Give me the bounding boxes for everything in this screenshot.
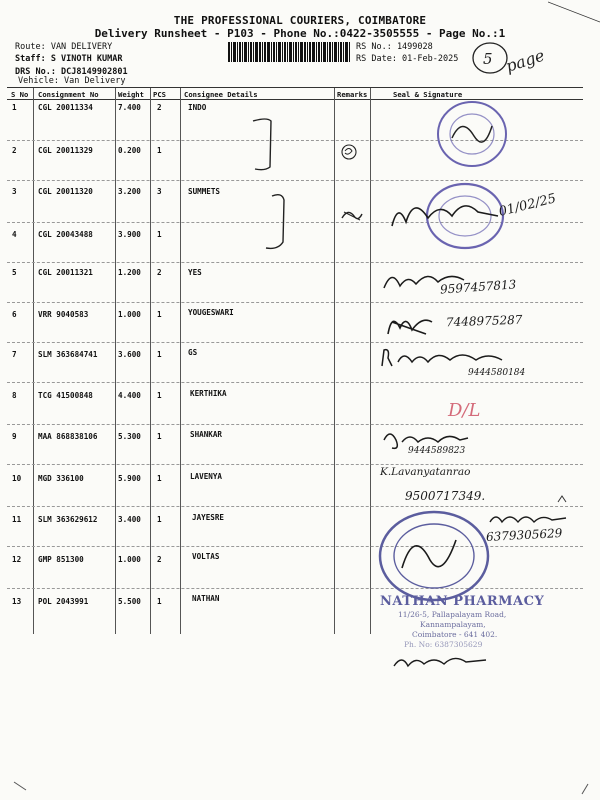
- row-consignee: JAYESRE: [192, 513, 225, 522]
- row-separator: [7, 464, 583, 465]
- row-sno: 10: [12, 474, 22, 483]
- row-consignee: INDO: [188, 103, 207, 112]
- phone-row5: 9597457813: [439, 277, 517, 297]
- row-consignee: YES: [188, 268, 202, 277]
- row-pcs: 2: [157, 103, 162, 112]
- svg-text:page: page: [503, 45, 547, 76]
- row-separator: [7, 180, 583, 181]
- row-separator: [7, 262, 583, 263]
- row-sno: 12: [12, 555, 22, 564]
- signature-row6: [382, 308, 438, 342]
- pharmacy-address-line: Coimbatore - 641 402.: [412, 630, 498, 639]
- row-pcs: 2: [157, 268, 162, 277]
- row-consignee: GS: [188, 348, 198, 357]
- signature-row3: [388, 182, 568, 242]
- row-sno: 6: [12, 310, 17, 319]
- row-sno: 2: [12, 146, 17, 155]
- col-header-pcs: PCS: [153, 90, 166, 99]
- signature-row13: [390, 650, 500, 674]
- row-weight: 1.000: [118, 310, 141, 319]
- row-consignment: SLM 363629612: [38, 515, 98, 524]
- row-weight: 7.400: [118, 103, 141, 112]
- row-consignment: CGL 20043488: [38, 230, 93, 239]
- row-consignment: MAA 868838106: [38, 432, 98, 441]
- col-divider: [150, 88, 151, 634]
- seal-stamp: [432, 96, 514, 172]
- row-sno: 5: [12, 268, 17, 277]
- corner-mark: [578, 782, 592, 796]
- phone-row6: 7448975287: [445, 312, 523, 330]
- row-consignment: SLM 363684741: [38, 350, 98, 359]
- col-header-sno: S No: [11, 90, 29, 99]
- row-consignee: VOLTAS: [192, 552, 220, 561]
- row-sno: 13: [12, 597, 22, 606]
- runsheet-subtitle: Delivery Runsheet - P103 - Phone No.:0422-3505555 - Page No.:1: [94, 27, 506, 40]
- route-label: Route: VAN DELIVERY: [15, 42, 113, 52]
- row-consignment: CGL 20011320: [38, 187, 93, 196]
- folded-corner: [548, 0, 600, 24]
- row-pcs: 1: [157, 432, 162, 441]
- row-weight: 3.200: [118, 187, 141, 196]
- row-separator: [7, 302, 583, 303]
- rs-number: RS No.: 1499028: [356, 42, 433, 52]
- col-divider: [370, 88, 371, 634]
- row-consignment: TCG 41500848: [38, 391, 93, 400]
- row-pcs: 1: [157, 350, 162, 359]
- row-weight: 5.500: [118, 597, 141, 606]
- phone-row7: 9444580184: [468, 368, 526, 378]
- bracket-mark: [245, 115, 285, 175]
- phone-row9: 9444589823: [408, 446, 466, 456]
- svg-text:01/02/25: 01/02/25: [497, 191, 558, 220]
- phone-row10: 9500717349.: [405, 489, 486, 503]
- row-sno: 3: [12, 187, 17, 196]
- col-header-consignment: Consignment No: [38, 90, 99, 99]
- corner-mark: [12, 780, 30, 796]
- row-consignment: POL 2043991: [38, 597, 89, 606]
- row-consignment: VRR 9040583: [38, 310, 89, 319]
- remark-mark: [338, 206, 366, 226]
- col-header-consignee: Consignee Details: [184, 90, 258, 99]
- col-divider: [115, 88, 116, 634]
- pharmacy-seal: [374, 508, 496, 606]
- row-weight: 0.200: [118, 146, 141, 155]
- signature-row11: [486, 508, 576, 528]
- row-consignment: CGL 20011321: [38, 268, 93, 277]
- company-name: THE PROFESSIONAL COURIERS, COIMBATORE: [173, 14, 427, 27]
- row-consignee: KERTHIKA: [190, 389, 227, 398]
- row-consignee: SUMMETS: [188, 187, 221, 196]
- row-pcs: 1: [157, 310, 162, 319]
- row-consignment: MGD 336100: [38, 474, 84, 483]
- col-header-remarks: Remarks: [337, 90, 368, 99]
- barcode-image: [228, 42, 350, 62]
- row-weight: 4.400: [118, 391, 141, 400]
- row-sno: 1: [12, 103, 17, 112]
- row-separator: [7, 506, 583, 507]
- svg-text:5: 5: [483, 50, 493, 68]
- row-sno: 4: [12, 230, 17, 239]
- col-divider: [180, 88, 181, 634]
- drs-number: DRS No.: DCJ8149902801: [15, 67, 128, 77]
- row-weight: 3.400: [118, 515, 141, 524]
- tick-mark: [556, 494, 568, 506]
- row-pcs: 1: [157, 391, 162, 400]
- col-header-signature: Seal & Signature: [393, 90, 463, 99]
- rs-date: RS Date: 01-Feb-2025: [356, 54, 459, 64]
- row-weight: 5.300: [118, 432, 141, 441]
- row-separator: [7, 546, 583, 547]
- row-pcs: 1: [157, 597, 162, 606]
- table-top-rule: [7, 87, 583, 88]
- pharmacy-address-line: Ph. No: 6387305629: [404, 640, 483, 649]
- col-divider: [33, 88, 34, 634]
- bracket-mark: [260, 192, 300, 254]
- row-consignee: NATHAN: [192, 594, 220, 603]
- row-sno: 8: [12, 391, 17, 400]
- row-consignment: CGL 20011329: [38, 146, 93, 155]
- dl-mark: D/L: [448, 400, 481, 421]
- row-consignment: GMP 851300: [38, 555, 84, 564]
- pharmacy-address-line: Kannampalayam,: [420, 620, 486, 629]
- pharmacy-address-line: 11/26-5, Pallapalayam Road,: [398, 610, 507, 619]
- name-row10: K.Lavanyatanrao: [380, 466, 471, 478]
- row-separator: [7, 588, 583, 589]
- row-weight: 3.900: [118, 230, 141, 239]
- row-sno: 7: [12, 350, 17, 359]
- row-separator: [7, 342, 583, 343]
- vehicle-label: Vehicle: Van Delivery: [18, 76, 126, 86]
- row-consignee: SHANKAR: [190, 430, 223, 439]
- row-weight: 1.000: [118, 555, 141, 564]
- row-pcs: 1: [157, 146, 162, 155]
- row-sno: 9: [12, 432, 17, 441]
- row-pcs: 3: [157, 187, 162, 196]
- row-consignee: YOUGESWARI: [188, 308, 234, 317]
- pharmacy-stamp-title: NATHAN PHARMACY: [380, 594, 545, 609]
- col-divider: [334, 88, 335, 634]
- row-separator: [7, 424, 583, 425]
- row-weight: 5.900: [118, 474, 141, 483]
- row-sno: 11: [12, 515, 22, 524]
- phone-row11: 6379305629: [485, 526, 563, 544]
- row-weight: 1.200: [118, 268, 141, 277]
- row-pcs: 1: [157, 474, 162, 483]
- col-header-weight: Weight: [118, 90, 144, 99]
- row-pcs: 1: [157, 515, 162, 524]
- row-pcs: 1: [157, 230, 162, 239]
- row-pcs: 2: [157, 555, 162, 564]
- page-count-scribble: [470, 38, 562, 84]
- remark-mark: [338, 142, 362, 162]
- staff-label: Staff: S VINOTH KUMAR: [15, 54, 123, 64]
- row-weight: 3.600: [118, 350, 141, 359]
- row-separator: [7, 382, 583, 383]
- row-consignee: LAVENYA: [190, 472, 223, 481]
- row-consignment: CGL 20011334: [38, 103, 93, 112]
